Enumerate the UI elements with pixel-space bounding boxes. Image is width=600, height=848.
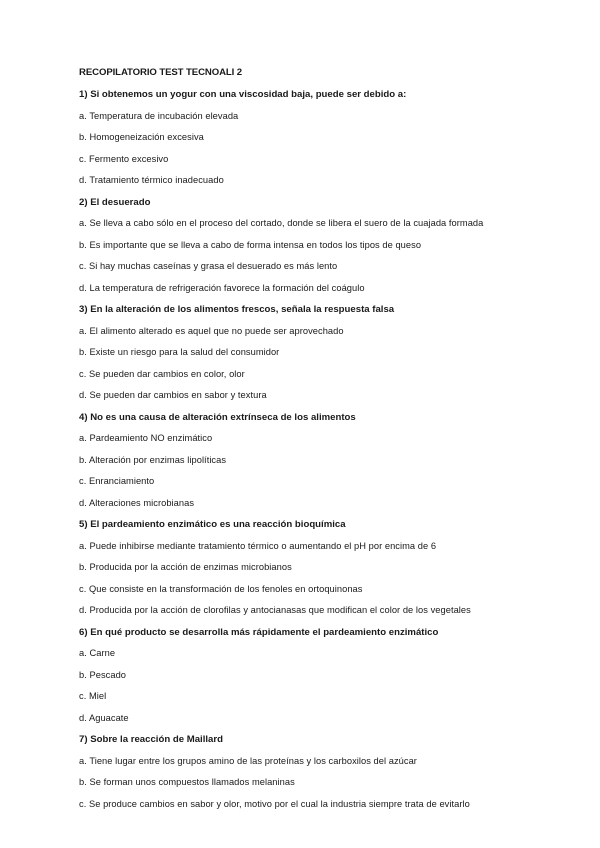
answer-option: c. Miel bbox=[79, 691, 107, 701]
question-text bbox=[79, 192, 579, 214]
question-text bbox=[79, 622, 579, 644]
question-statement: En qué producto se desarrolla más rápidamente el pardeamiento enzimático bbox=[90, 626, 439, 638]
question-text bbox=[79, 299, 579, 321]
answer-option: b. Producida por la acción de enzimas microbianos bbox=[79, 562, 292, 572]
answer-option: a. El alimento alterado es aquel que no puede ser aprovechado bbox=[79, 325, 344, 336]
question-statement: El pardeamiento enzimático es una reacción bioquímica bbox=[90, 519, 346, 530]
question-statement: Sobre la reacción de Maillard bbox=[90, 734, 223, 745]
question-block bbox=[79, 729, 579, 815]
question-block bbox=[79, 299, 579, 407]
question-block bbox=[79, 192, 579, 300]
answer-option: d. Se pueden dar cambios en sabor y textura bbox=[79, 390, 267, 400]
answer-option: b. Pescado bbox=[79, 669, 127, 680]
question-statement: En la alteración de los alimentos frescos, señala la respuesta falsa bbox=[90, 304, 395, 315]
answer-option: c. Si hay muchas caseínas y grasa el desuerado es más lento bbox=[79, 261, 338, 271]
question-statement: No es una causa de alteración extrínseca de los alimentos bbox=[90, 411, 356, 423]
answer-option: b. Es importante que se lleva a cabo de forma intensa en todos los tipos de queso bbox=[79, 239, 422, 250]
question-statement: El desuerado bbox=[90, 196, 151, 208]
question-number: 3) bbox=[79, 304, 88, 315]
question-text bbox=[79, 514, 579, 536]
question-block bbox=[79, 407, 579, 515]
answer-option: b. Existe un riesgo para la salud del consumidor bbox=[79, 347, 280, 357]
answer-option: c. Que consiste en la transformación de los fenoles en ortoquinonas bbox=[79, 583, 363, 594]
question-number: 4) bbox=[79, 411, 88, 423]
answer-option: a. Temperatura de incubación elevada bbox=[79, 110, 239, 121]
answer-option: d. Producida por la acción de clorofilas y antocianasas que modifican el color de los vegetales bbox=[79, 605, 471, 615]
question-statement: Si obtenemos un yogur con una viscosidad baja, puede ser debido a: bbox=[90, 89, 407, 100]
document-page bbox=[79, 61, 579, 815]
answer-option: d. Aguacate bbox=[79, 712, 129, 723]
question-number: 6) bbox=[79, 626, 88, 638]
answer-option: a. Se lleva a cabo sólo en el proceso del cortado, donde se libera el suero de la cuajada formada bbox=[79, 218, 484, 228]
answer-option: d. La temperatura de refrigeración favorece la formación del coágulo bbox=[79, 282, 365, 293]
answer-option: c. Se pueden dar cambios en color, olor bbox=[79, 368, 245, 379]
question-text bbox=[79, 407, 579, 429]
question-number: 1) bbox=[79, 89, 88, 100]
answer-option: d. Alteraciones microbianas bbox=[79, 497, 195, 508]
question-text bbox=[79, 729, 579, 751]
question-list bbox=[79, 84, 579, 815]
answer-option: c. Enranciamiento bbox=[79, 476, 155, 486]
question-text bbox=[79, 84, 579, 106]
answer-option: a. Tiene lugar entre los grupos amino de las proteínas y los carboxilos del azúcar bbox=[79, 755, 417, 766]
question-number: 7) bbox=[79, 734, 88, 745]
question-number: 5) bbox=[79, 519, 88, 530]
answer-option: d. Tratamiento térmico inadecuado bbox=[79, 175, 224, 185]
document-title: RECOPILATORIO TEST TECNOALI 2 bbox=[79, 67, 243, 78]
question-block bbox=[79, 514, 579, 622]
answer-option: b. Se forman unos compuestos llamados melaninas bbox=[79, 777, 295, 787]
answer-option: b. Alteración por enzimas lipolíticas bbox=[79, 454, 227, 465]
answer-option: c. Fermento excesivo bbox=[79, 153, 169, 164]
answer-option: a. Pardeamiento NO enzimático bbox=[79, 433, 213, 443]
answer-option: a. Puede inhibirse mediante tratamiento térmico o aumentando el pH por encima de 6 bbox=[79, 540, 437, 551]
question-number: 2) bbox=[79, 196, 88, 208]
question-block bbox=[79, 84, 579, 192]
answer-option: c. Se produce cambios en sabor y olor, motivo por el cual la industria siempre trata de evitarlo bbox=[79, 798, 470, 809]
answer-option: b. Homogeneización excesiva bbox=[79, 132, 204, 142]
answer-option: a. Carne bbox=[79, 648, 116, 658]
question-block bbox=[79, 622, 579, 730]
